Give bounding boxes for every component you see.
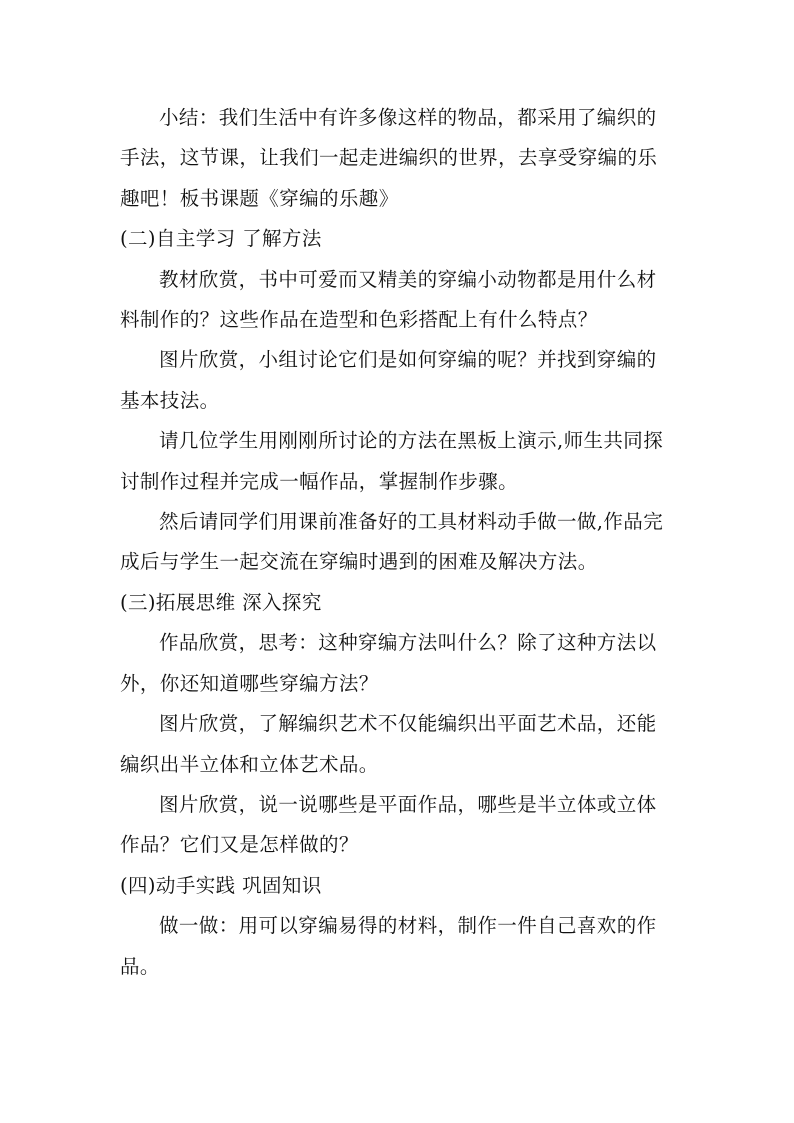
weaving-art-paragraph: 图片欣赏，了解编织艺术不仅能编织出平面艺术品，还能编织出半立体和立体艺术品。 <box>120 712 657 776</box>
picture-discussion-paragraph: 图片欣赏，小组讨论它们是如何穿编的呢？并找到穿编的基本技法。 <box>120 348 657 412</box>
flat-vs-3d-paragraph: 图片欣赏，说一说哪些是平面作品，哪些是半立体或立体作品？它们又是怎样做的？ <box>120 792 657 857</box>
section-heading-4: (四)动手实践 巩固知识 <box>120 873 322 897</box>
textbook-appreciation-paragraph: 教材欣赏，书中可爱而又精美的穿编小动物都是用什么材料制作的？这些作品在造型和色彩搭配上有什么特点？ <box>120 267 657 332</box>
blackboard-demo-paragraph: 请几位学生用刚刚所讨论的方法在黑板上演示,师生共同探讨制作过程并完成一幅作品，掌握制作步骤。 <box>120 429 664 493</box>
summary-paragraph: 小结：我们生活中有许多像这样的物品，都采用了编织的手法，这节课，让我们一起走进编织的世界，去享受穿编的乐趣吧！板书课题《穿编的乐趣》 <box>120 106 658 210</box>
hands-on-paragraph: 然后请同学们用课前准备好的工具材料动手做一做,作品完成后与学生一起交流在穿编时遇到的困难及解决方法。 <box>120 510 664 574</box>
practice-paragraph: 做一做：用可以穿编易得的材料，制作一件自己喜欢的作品。 <box>120 914 657 978</box>
document-body <box>120 98 676 987</box>
section-heading-2: (二)自主学习 了解方法 <box>120 227 322 251</box>
section-heading-3: (三)拓展思维 深入探究 <box>120 590 322 614</box>
works-appreciation-paragraph: 作品欣赏，思考：这种穿编方法叫什么？除了这种方法以外，你还知道哪些穿编方法？ <box>120 631 657 695</box>
